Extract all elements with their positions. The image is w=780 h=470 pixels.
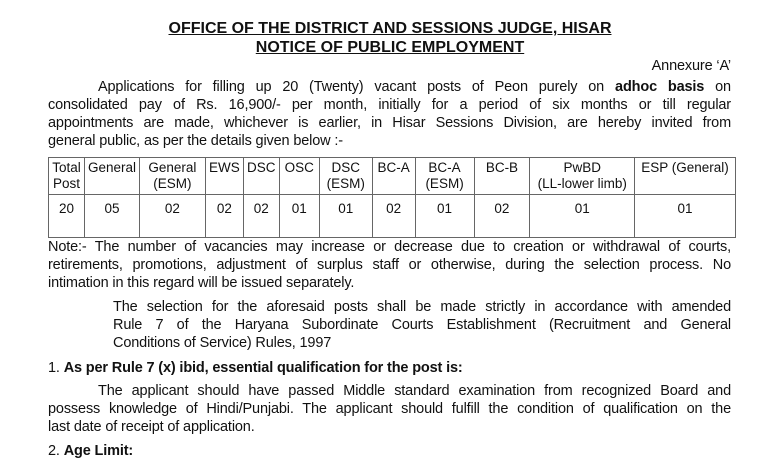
note-line-3: intimation in this regard will be issued separately.: [48, 275, 355, 291]
table-cell: 02: [139, 195, 205, 238]
column-header: [474, 158, 530, 195]
section-2-heading: 2. Age Limit:: [48, 443, 134, 459]
intro-line-3: appointments are made, whichever is earlier, in Hisar Sessions Division, are hereby invited from: [48, 115, 731, 131]
table-cell: 01: [319, 195, 372, 238]
column-header-text: Total: [52, 160, 81, 175]
column-header-text: OSC: [284, 160, 314, 175]
annexure-label: Annexure ‘A’: [651, 58, 731, 74]
table-cell: 01: [415, 195, 474, 238]
intro-line-2: consolidated pay of Rs. 16,900/- per month, initially for a period of six months or till regular: [48, 97, 731, 113]
column-header: [530, 158, 635, 195]
selection-line-3: Conditions of Service) Rules, 1997: [113, 335, 332, 351]
table-cell: 01: [635, 195, 736, 238]
office-title: OFFICE OF THE DISTRICT AND SESSIONS JUDGE, HISAR: [168, 20, 612, 37]
table-cell: 20: [49, 195, 85, 238]
note-line-1: Note:- The number of vacancies may increase or decrease due to creation or withdrawal of courts,: [48, 239, 731, 255]
table-row: [49, 195, 736, 238]
column-header: [372, 158, 415, 195]
selection-line-1: The selection for the aforesaid posts shall be made strictly in accordance with amended: [113, 299, 731, 315]
column-header: [205, 158, 243, 195]
table-cell: 02: [372, 195, 415, 238]
table-header-row: [49, 158, 736, 195]
section-1-heading: 1. As per Rule 7 (x) ibid, essential qualification for the post is:: [48, 360, 463, 376]
column-header-text: BC-B: [485, 160, 519, 175]
column-header: [84, 158, 139, 195]
table-cell: 01: [279, 195, 319, 238]
table-cell: 01: [530, 195, 635, 238]
column-header-text: BC-A: [377, 160, 410, 175]
column-header-text: General: [87, 160, 136, 175]
intro-line-1: Applications for filling up 20 (Twenty) vacant posts of Peon purely on adhoc basis on: [98, 79, 731, 95]
column-header-text: (ESM): [153, 176, 192, 191]
notice-title: NOTICE OF PUBLIC EMPLOYMENT: [255, 39, 525, 56]
table-cell: 02: [243, 195, 279, 238]
table-cell: 02: [205, 195, 243, 238]
column-header-text: General: [148, 160, 197, 175]
column-header: [415, 158, 474, 195]
column-header-text: (ESM): [326, 176, 365, 191]
table-cell: 05: [84, 195, 139, 238]
column-header-text: (LL-lower limb): [537, 176, 627, 191]
note-line-2: retirements, promotions, adjustment of surplus staff or otherwise, during the selection process. No: [48, 257, 731, 273]
column-header: [319, 158, 372, 195]
qualification-line-2: possess knowledge of Hindi/Punjabi. The applicant should fulfill the condition of qualification on the: [48, 401, 731, 417]
column-header-text: DSC: [331, 160, 360, 175]
qualification-line-3: last date of receipt of application.: [48, 419, 255, 435]
selection-line-2: Rule 7 of the Haryana Subordinate Courts Establishment (Recruitment and General: [113, 317, 731, 333]
vacancy-table: [48, 157, 736, 238]
column-header-text: ESP (General): [641, 160, 729, 175]
column-header-text: Post: [52, 176, 80, 191]
column-header: [635, 158, 736, 195]
qualification-line-1: The applicant should have passed Middle standard examination from recognized Board and: [98, 383, 731, 399]
column-header-text: (ESM): [425, 176, 464, 191]
column-header-text: EWS: [208, 160, 240, 175]
column-header-text: BC-A: [428, 160, 461, 175]
column-header: [243, 158, 279, 195]
table-cell: 02: [474, 195, 530, 238]
column-header: [139, 158, 205, 195]
intro-line-4: general public, as per the details given below :-: [48, 133, 343, 149]
column-header: [49, 158, 85, 195]
column-header-text: PwBD: [563, 160, 601, 175]
column-header-text: DSC: [247, 160, 276, 175]
column-header: [279, 158, 319, 195]
